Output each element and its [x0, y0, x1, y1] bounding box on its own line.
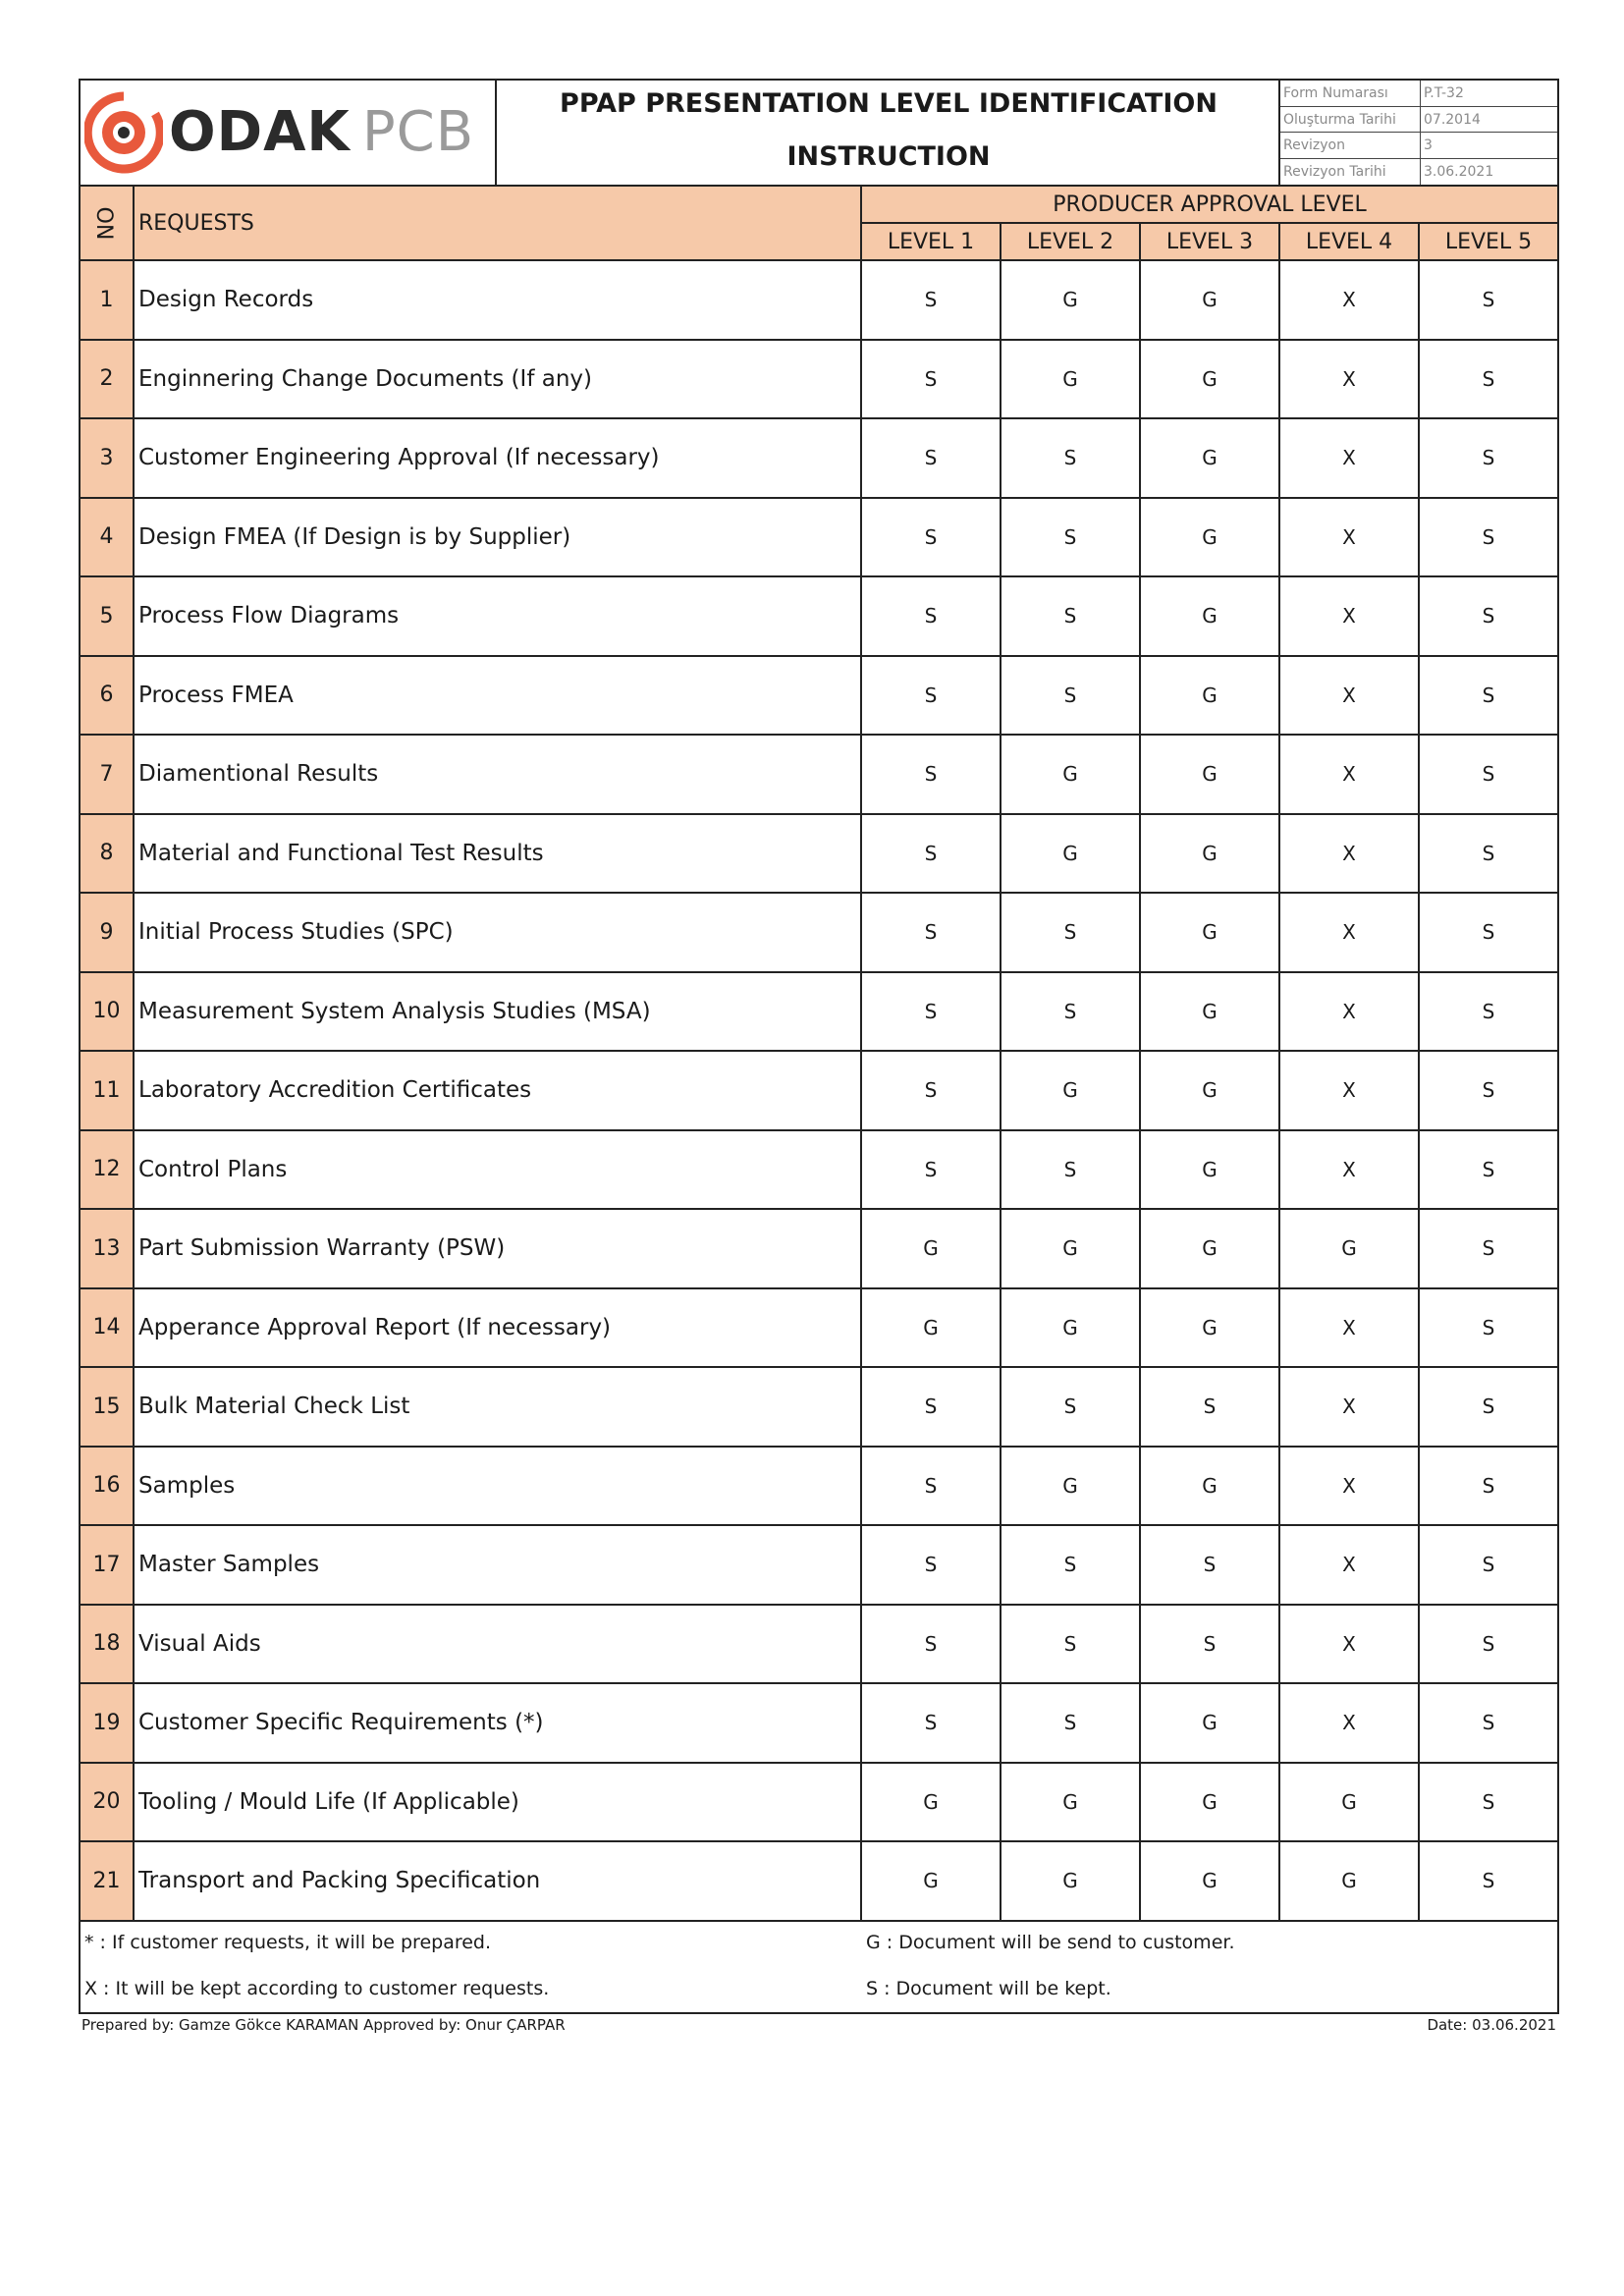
table-row — [80, 1841, 1558, 1921]
level-4-value: X — [1279, 1288, 1419, 1368]
level-5-value: S — [1419, 498, 1558, 577]
company-logo — [81, 81, 497, 185]
level-4-value: X — [1279, 1683, 1419, 1763]
level-2-value: G — [1001, 260, 1140, 340]
request-name: Tooling / Mould Life (If Applicable) — [134, 1763, 861, 1842]
row-number: 21 — [80, 1841, 134, 1921]
level-3-value: G — [1140, 576, 1279, 656]
request-name: Bulk Material Check List — [134, 1367, 861, 1447]
document-page — [79, 79, 1559, 2038]
level-1-value: S — [861, 1130, 1001, 1210]
row-number: 3 — [80, 418, 134, 498]
level-2-value: S — [1001, 1683, 1140, 1763]
row-number: 12 — [80, 1130, 134, 1210]
level-4-value: G — [1279, 1841, 1419, 1921]
table-row — [80, 1447, 1558, 1526]
request-name: Control Plans — [134, 1130, 861, 1210]
level-1-value: S — [861, 1367, 1001, 1447]
table-row — [80, 1209, 1558, 1288]
level-5-value: S — [1419, 1209, 1558, 1288]
table-row — [80, 260, 1558, 340]
level-1-value: S — [861, 814, 1001, 894]
level-3-value: S — [1140, 1525, 1279, 1605]
table-row — [80, 1051, 1558, 1130]
row-number: 20 — [80, 1763, 134, 1842]
level-1-value: S — [861, 893, 1001, 972]
legend — [79, 1922, 1559, 2014]
level-2-value: S — [1001, 418, 1140, 498]
level-2-value: S — [1001, 1367, 1140, 1447]
level-5-value: S — [1419, 418, 1558, 498]
level-1-value: S — [861, 656, 1001, 736]
level-4-value: X — [1279, 498, 1419, 577]
table-row — [80, 418, 1558, 498]
level-4-value: X — [1279, 576, 1419, 656]
level-4-value: X — [1279, 1051, 1419, 1130]
level-1-value: G — [861, 1841, 1001, 1921]
level-3-value: G — [1140, 1209, 1279, 1288]
level-2-value: G — [1001, 340, 1140, 419]
level-3-value: G — [1140, 656, 1279, 736]
row-number: 14 — [80, 1288, 134, 1368]
table-row — [80, 893, 1558, 972]
level-2-value: S — [1001, 972, 1140, 1052]
level-2-value: G — [1001, 1841, 1140, 1921]
meta-value: 3.06.2021 — [1424, 163, 1494, 180]
table-row — [80, 498, 1558, 577]
row-number: 2 — [80, 340, 134, 419]
level-3-value: G — [1140, 1288, 1279, 1368]
level-2-value: S — [1001, 656, 1140, 736]
level-2-value: S — [1001, 1605, 1140, 1684]
level-3-value: G — [1140, 1841, 1279, 1921]
form-meta-table — [1278, 81, 1557, 185]
level-2-value: S — [1001, 893, 1140, 972]
level-1-value: S — [861, 418, 1001, 498]
meta-key: Revizyon — [1280, 133, 1421, 158]
level-1-value: G — [861, 1288, 1001, 1368]
row-number: 7 — [80, 735, 134, 814]
row-number: 17 — [80, 1525, 134, 1605]
legend-x: X : It will be kept according to customer requests. — [84, 1977, 550, 1999]
level-4-value: X — [1279, 1447, 1419, 1526]
table-row — [80, 656, 1558, 736]
row-number: 1 — [80, 260, 134, 340]
level-5-value: S — [1419, 1841, 1558, 1921]
request-name: Transport and Packing Specification — [134, 1841, 861, 1921]
table-row — [80, 972, 1558, 1052]
level-1-value: S — [861, 1683, 1001, 1763]
level-5-value: S — [1419, 1605, 1558, 1684]
row-number: 11 — [80, 1051, 134, 1130]
level-5-value: S — [1419, 1051, 1558, 1130]
level-2-value: G — [1001, 1763, 1140, 1842]
level-1-value: G — [861, 1209, 1001, 1288]
level-4-value: X — [1279, 814, 1419, 894]
level-1-value: S — [861, 1605, 1001, 1684]
level-4-value: X — [1279, 735, 1419, 814]
level-5-value: S — [1419, 576, 1558, 656]
meta-value: P.T-32 — [1424, 85, 1464, 101]
table-row — [80, 340, 1558, 419]
prepared-approved-by: Prepared by: Gamze Gökce KARAMAN Approved by: Onur ÇARPAR — [81, 2015, 566, 2034]
level-1-value: S — [861, 340, 1001, 419]
table-row — [80, 1763, 1558, 1842]
level-5-value: S — [1419, 656, 1558, 736]
level-2-value: S — [1001, 576, 1140, 656]
row-number: 13 — [80, 1209, 134, 1288]
logo-odak-text: ODAK — [169, 100, 351, 164]
no-column-header — [80, 186, 134, 260]
request-name: Samples — [134, 1447, 861, 1526]
level-2-value: G — [1001, 814, 1140, 894]
level-1-value: S — [861, 1051, 1001, 1130]
level-1-value: S — [861, 972, 1001, 1052]
level-1-value: S — [861, 735, 1001, 814]
request-name: Design Records — [134, 260, 861, 340]
meta-value: 07.2014 — [1424, 111, 1481, 128]
table-body — [80, 260, 1558, 1921]
level-2-value: G — [1001, 1447, 1140, 1526]
row-number: 15 — [80, 1367, 134, 1447]
level-5-value: S — [1419, 1447, 1558, 1526]
meta-row-revision-date — [1280, 159, 1557, 186]
level-5-value: S — [1419, 1683, 1558, 1763]
row-number: 8 — [80, 814, 134, 894]
level-3-value: G — [1140, 1447, 1279, 1526]
level-1-header: LEVEL 1 — [861, 223, 1001, 260]
request-name: Process Flow Diagrams — [134, 576, 861, 656]
level-5-value: S — [1419, 340, 1558, 419]
level-4-header: LEVEL 4 — [1279, 223, 1419, 260]
level-4-value: G — [1279, 1763, 1419, 1842]
level-5-value: S — [1419, 814, 1558, 894]
title-line-1: PPAP PRESENTATION LEVEL IDENTIFICATION — [560, 88, 1218, 119]
meta-key: Revizyon Tarihi — [1280, 159, 1421, 186]
level-3-value: G — [1140, 260, 1279, 340]
level-4-value: G — [1279, 1209, 1419, 1288]
document-title — [497, 81, 1280, 185]
table-row — [80, 735, 1558, 814]
level-3-value: S — [1140, 1605, 1279, 1684]
level-5-header: LEVEL 5 — [1419, 223, 1558, 260]
level-4-value: X — [1279, 1525, 1419, 1605]
level-4-value: X — [1279, 340, 1419, 419]
level-4-value: X — [1279, 418, 1419, 498]
row-number: 5 — [80, 576, 134, 656]
level-4-value: X — [1279, 260, 1419, 340]
level-3-value: G — [1140, 814, 1279, 894]
level-4-value: X — [1279, 1130, 1419, 1210]
request-name: Visual Aids — [134, 1605, 861, 1684]
legend-g: G : Document will be send to customer. — [866, 1931, 1235, 1953]
logo-mark-icon — [84, 90, 163, 175]
level-5-value: S — [1419, 972, 1558, 1052]
meta-row-creation-date — [1280, 107, 1557, 134]
meta-value: 3 — [1424, 137, 1433, 153]
level-2-value: G — [1001, 1288, 1140, 1368]
legend-s: S : Document will be kept. — [866, 1977, 1111, 1999]
meta-row-form-number — [1280, 81, 1557, 107]
level-3-value: G — [1140, 1683, 1279, 1763]
level-3-value: G — [1140, 1130, 1279, 1210]
level-1-value: S — [861, 576, 1001, 656]
level-4-value: X — [1279, 656, 1419, 736]
request-name: Process FMEA — [134, 656, 861, 736]
table-row — [80, 814, 1558, 894]
level-2-header: LEVEL 2 — [1001, 223, 1140, 260]
level-4-value: X — [1279, 1605, 1419, 1684]
level-5-value: S — [1419, 735, 1558, 814]
document-header — [79, 79, 1559, 187]
request-name: Customer Specific Requirements (*) — [134, 1683, 861, 1763]
table-row — [80, 576, 1558, 656]
level-2-value: S — [1001, 1525, 1140, 1605]
ppap-level-table — [79, 185, 1559, 1922]
table-row — [80, 1367, 1558, 1447]
request-name: Master Samples — [134, 1525, 861, 1605]
no-header-label: NO — [94, 206, 119, 240]
level-3-value: G — [1140, 1763, 1279, 1842]
row-number: 4 — [80, 498, 134, 577]
level-1-value: S — [861, 498, 1001, 577]
level-4-value: X — [1279, 1367, 1419, 1447]
level-3-value: G — [1140, 340, 1279, 419]
row-number: 19 — [80, 1683, 134, 1763]
level-3-value: S — [1140, 1367, 1279, 1447]
request-name: Customer Engineering Approval (If necessary) — [134, 418, 861, 498]
request-name: Part Submission Warranty (PSW) — [134, 1209, 861, 1288]
producer-approval-level-header: PRODUCER APPROVAL LEVEL — [861, 186, 1558, 223]
requests-column-header: REQUESTS — [134, 186, 861, 260]
level-1-value: S — [861, 1447, 1001, 1526]
level-5-value: S — [1419, 260, 1558, 340]
table-row — [80, 1130, 1558, 1210]
meta-row-revision — [1280, 133, 1557, 159]
table-row — [80, 1288, 1558, 1368]
level-3-value: G — [1140, 418, 1279, 498]
request-name: Measurement System Analysis Studies (MSA) — [134, 972, 861, 1052]
level-5-value: S — [1419, 1130, 1558, 1210]
table-row — [80, 1683, 1558, 1763]
request-name: Initial Process Studies (SPC) — [134, 893, 861, 972]
logo-pcb-text: PCB — [361, 100, 475, 164]
request-name: Apperance Approval Report (If necessary) — [134, 1288, 861, 1368]
table-row — [80, 1525, 1558, 1605]
row-number: 16 — [80, 1447, 134, 1526]
document-footer — [79, 2014, 1559, 2038]
level-4-value: X — [1279, 893, 1419, 972]
request-name: Material and Functional Test Results — [134, 814, 861, 894]
level-1-value: S — [861, 1525, 1001, 1605]
level-4-value: X — [1279, 972, 1419, 1052]
level-2-value: G — [1001, 735, 1140, 814]
level-3-value: G — [1140, 972, 1279, 1052]
title-line-2: INSTRUCTION — [786, 141, 991, 172]
row-number: 10 — [80, 972, 134, 1052]
table-row — [80, 1605, 1558, 1684]
level-3-value: G — [1140, 1051, 1279, 1130]
level-1-value: S — [861, 260, 1001, 340]
request-name: Enginnering Change Documents (If any) — [134, 340, 861, 419]
footer-date: Date: 03.06.2021 — [1427, 2015, 1556, 2034]
meta-key: Oluşturma Tarihi — [1280, 107, 1421, 133]
request-name: Diamentional Results — [134, 735, 861, 814]
level-2-value: S — [1001, 1130, 1140, 1210]
legend-star: * : If customer requests, it will be prepared. — [84, 1931, 492, 1953]
level-3-value: G — [1140, 498, 1279, 577]
level-5-value: S — [1419, 1763, 1558, 1842]
level-5-value: S — [1419, 1288, 1558, 1368]
level-2-value: S — [1001, 498, 1140, 577]
level-5-value: S — [1419, 893, 1558, 972]
level-1-value: G — [861, 1763, 1001, 1842]
row-number: 9 — [80, 893, 134, 972]
level-3-value: G — [1140, 893, 1279, 972]
request-name: Laboratory Accredition Certificates — [134, 1051, 861, 1130]
row-number: 18 — [80, 1605, 134, 1684]
level-3-value: G — [1140, 735, 1279, 814]
level-5-value: S — [1419, 1367, 1558, 1447]
level-3-header: LEVEL 3 — [1140, 223, 1279, 260]
level-2-value: G — [1001, 1209, 1140, 1288]
level-5-value: S — [1419, 1525, 1558, 1605]
level-2-value: G — [1001, 1051, 1140, 1130]
request-name: Design FMEA (If Design is by Supplier) — [134, 498, 861, 577]
meta-key: Form Numarası — [1280, 81, 1421, 106]
row-number: 6 — [80, 656, 134, 736]
